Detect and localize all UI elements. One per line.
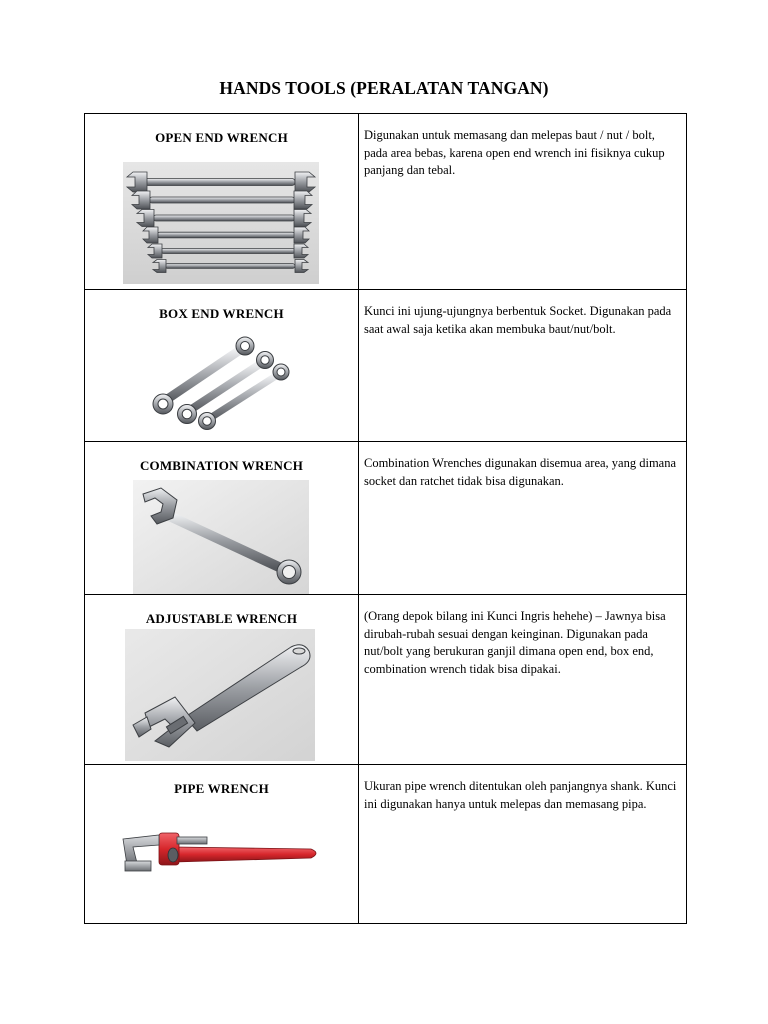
- tool-name: PIPE WRENCH: [174, 781, 269, 796]
- tool-description: (Orang depok bilang ini Kunci Ingris hehehe) – Jawnya bisa dirubah-rubah sesuai dengan keinginan. Digunakan pada nut/bolt yang berukuran ganjil dimana open end, box end, combination wrench tidak bisa dipakai.: [364, 609, 666, 676]
- table-row: [85, 114, 687, 290]
- adjustable-wrench-image: [125, 629, 315, 761]
- page-title: HANDS TOOLS (PERALATAN TANGAN): [219, 78, 549, 98]
- tool-name: ADJUSTABLE WRENCH: [145, 611, 298, 626]
- tool-name: BOX END WRENCH: [159, 306, 284, 321]
- tool-description: Digunakan untuk memasang dan melepas baut / nut / bolt, pada area bebas, karena open end wrench ini fisiknya cukup panjang dan tebal.: [364, 128, 665, 177]
- tool-cell: [85, 765, 359, 924]
- description-cell: [359, 114, 687, 290]
- tool-description: Kunci ini ujung-ujungnya berbentuk Socket. Digunakan pada saat awal saja ketika akan membuka baut/nut/bolt.: [364, 304, 672, 336]
- tool-cell: [85, 290, 359, 442]
- tool-name: OPEN END WRENCH: [155, 130, 288, 145]
- pipe-wrench-image: [115, 827, 321, 887]
- tools-table: [84, 113, 687, 924]
- table-row: [85, 290, 687, 442]
- description-cell: [359, 442, 687, 595]
- tool-cell: [85, 595, 359, 765]
- box-end-wrench-set-image: [151, 334, 293, 432]
- tool-description: Ukuran pipe wrench ditentukan oleh panjangnya shank. Kunci ini digunakan hanya untuk melepas dan memasang pipa.: [364, 779, 677, 811]
- table-row: [85, 765, 687, 924]
- description-cell: [359, 595, 687, 765]
- tool-description: Combination Wrenches digunakan disemua area, yang dimana socket dan ratchet tidak bisa digunakan.: [364, 456, 677, 488]
- tool-name: COMBINATION WRENCH: [139, 458, 304, 473]
- tool-cell: [85, 442, 359, 595]
- table-row: [85, 595, 687, 765]
- combination-wrench-image: [133, 480, 309, 594]
- open-end-wrench-set-image: [123, 162, 319, 284]
- table-row: [85, 442, 687, 595]
- description-cell: [359, 290, 687, 442]
- tool-cell: [85, 114, 359, 290]
- description-cell: [359, 765, 687, 924]
